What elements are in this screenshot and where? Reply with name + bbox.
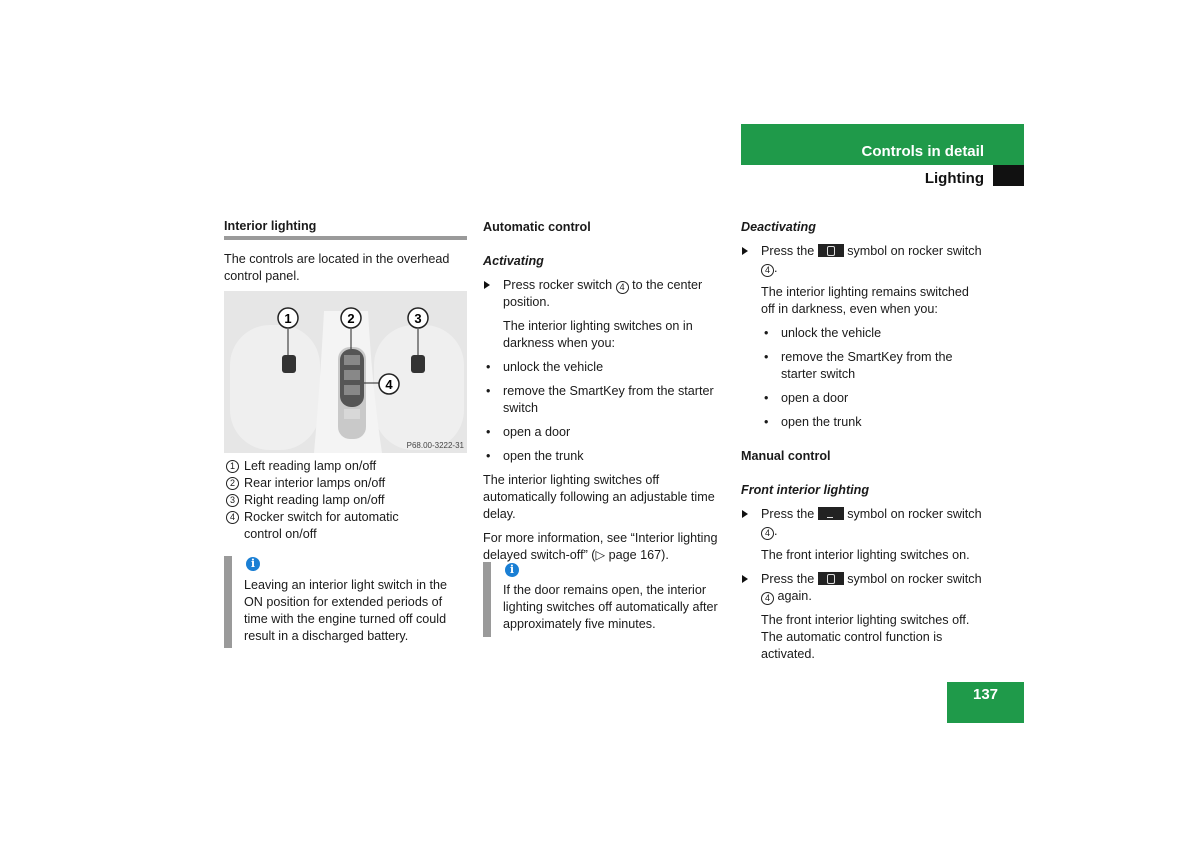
- front-lamp-icon: [818, 507, 844, 520]
- list-item: • open the trunk: [486, 449, 584, 463]
- switches-on-text: The interior lighting switches on in darkness when you:: [503, 319, 693, 350]
- info-bar: [224, 556, 232, 648]
- front-off-text: The front interior lighting switches off. The automatic control function is activated.: [761, 613, 970, 661]
- info-icon: i: [505, 563, 519, 577]
- callout-4: [379, 374, 399, 394]
- subsection-title: Lighting: [924, 170, 984, 187]
- legend-item-2: 2 Rear interior lamps on/off: [224, 475, 467, 492]
- legend-item-4: 4 Rocker switch for automatic control on/off: [224, 509, 424, 543]
- subheading-activating: Activating: [483, 254, 544, 268]
- more-info-text: For more information, see “Interior lighting delayed switch-off” (▷ page 167).: [483, 531, 718, 562]
- subheading-deactivating: Deactivating: [741, 220, 816, 234]
- info-text: If the door remains open, the interior lighting switches off automatically after approximately five minutes.: [503, 583, 718, 631]
- heading-manual-control: Manual control: [741, 449, 831, 463]
- callout-2: [341, 308, 361, 328]
- list-item: • unlock the vehicle: [764, 326, 882, 340]
- header-marker: [993, 165, 1024, 186]
- heading-interior-lighting: Interior lighting: [224, 219, 317, 233]
- list-item: • open the trunk: [764, 415, 862, 429]
- list-item: • open a door: [486, 425, 571, 439]
- deact-result-text: The interior lighting remains switched off in darkness, even when you:: [761, 285, 969, 316]
- front-on-text: The front interior lighting switches on.: [761, 548, 970, 562]
- section-title: Controls in detail: [861, 143, 984, 160]
- auto-off-text: The interior lighting switches off automatically following an adjustable time delay.: [483, 473, 715, 521]
- callout-3: [408, 308, 428, 328]
- svg-text:3: 3: [414, 311, 422, 326]
- heading-rule: [224, 236, 467, 240]
- callout-1: [278, 308, 298, 328]
- heading-automatic-control: Automatic control: [483, 220, 591, 234]
- info-text: Leaving an interior light switch in the ON position for extended periods of time with the engine turned off could result in a discharged battery.: [244, 578, 448, 643]
- subheading-front-interior: Front interior lighting: [741, 483, 870, 497]
- svg-text:2: 2: [347, 311, 355, 326]
- lamp-off-icon: [818, 244, 844, 257]
- step-press-symbol: Press the symbol on rocker switch 4 .: [741, 243, 984, 277]
- figure-code: P68.00-3222-31: [406, 441, 464, 450]
- svg-text:4: 4: [385, 377, 393, 392]
- list-item: • remove the SmartKey from the starter switch: [764, 350, 953, 381]
- step-press-off-symbol: Press the symbol on rocker switch 4 again.: [741, 571, 984, 605]
- legend-item-3: 3 Right reading lamp on/off: [224, 492, 467, 509]
- info-icon: i: [246, 557, 260, 571]
- list-item: • remove the SmartKey from the starter switch: [486, 384, 714, 415]
- step-press-front-symbol: Press the symbol on rocker switch 4 .: [741, 506, 984, 540]
- intro-text: The controls are located in the overhead control panel.: [224, 252, 450, 283]
- overhead-panel-figure: [224, 291, 467, 453]
- page-number: 137: [947, 682, 1024, 723]
- list-item: • open a door: [764, 391, 849, 405]
- list-item: • unlock the vehicle: [486, 360, 604, 374]
- legend-item-1: 1 Left reading lamp on/off: [224, 458, 467, 475]
- step-press-rocker: Press rocker switch 4 to the center position.: [483, 277, 726, 311]
- figure-legend: [224, 458, 467, 543]
- lamp-off-icon: [818, 572, 844, 585]
- info-bar: [483, 562, 491, 637]
- svg-text:1: 1: [284, 311, 292, 326]
